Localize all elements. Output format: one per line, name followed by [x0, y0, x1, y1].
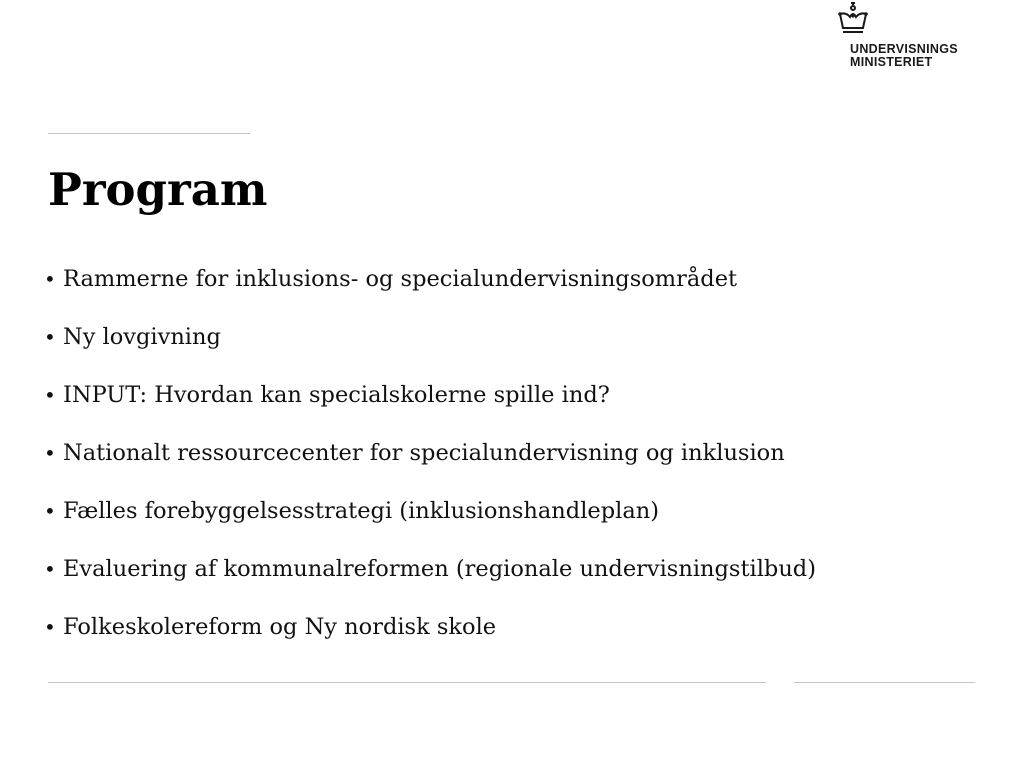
ministry-wordmark	[850, 43, 958, 69]
title-divider	[48, 133, 250, 134]
agenda-item	[44, 250, 984, 308]
agenda-item-label: Nationalt ressourcecenter for specialundervisning og inklusion	[63, 440, 785, 466]
agenda-item	[44, 540, 984, 598]
bullet-icon: •	[44, 441, 56, 465]
bullet-icon: •	[44, 557, 56, 581]
footer-divider-right	[794, 682, 975, 683]
agenda-item	[44, 424, 984, 482]
crown-icon	[838, 2, 868, 36]
wordmark-line-2: MINISTERIET	[850, 55, 933, 69]
slide-title: Program	[48, 163, 268, 216]
agenda-item-label: Evaluering af kommunalreformen (regionale undervisningstilbud)	[63, 556, 816, 582]
agenda-item-label: Folkeskolereform og Ny nordisk skole	[63, 614, 497, 640]
agenda-item-label: Rammerne for inklusions- og specialundervisningsområdet	[63, 266, 738, 292]
footer-divider-left	[48, 682, 766, 683]
agenda-item-label: INPUT: Hvordan kan specialskolerne spille ind?	[63, 382, 610, 408]
bullet-icon: •	[44, 325, 56, 349]
agenda-item-label: Ny lovgivning	[63, 324, 221, 350]
agenda-item-label: Fælles forebyggelsesstrategi (inklusionshandleplan)	[63, 498, 659, 524]
ministry-logo	[838, 2, 988, 72]
agenda-list	[44, 250, 984, 656]
bullet-icon: •	[44, 383, 56, 407]
bullet-icon: •	[44, 499, 56, 523]
agenda-item	[44, 366, 984, 424]
agenda-item	[44, 308, 984, 366]
bullet-icon: •	[44, 267, 56, 291]
agenda-item	[44, 482, 984, 540]
bullet-icon: •	[44, 615, 56, 639]
agenda-item	[44, 598, 984, 656]
wordmark-line-1: UNDERVISNINGS	[850, 42, 958, 56]
